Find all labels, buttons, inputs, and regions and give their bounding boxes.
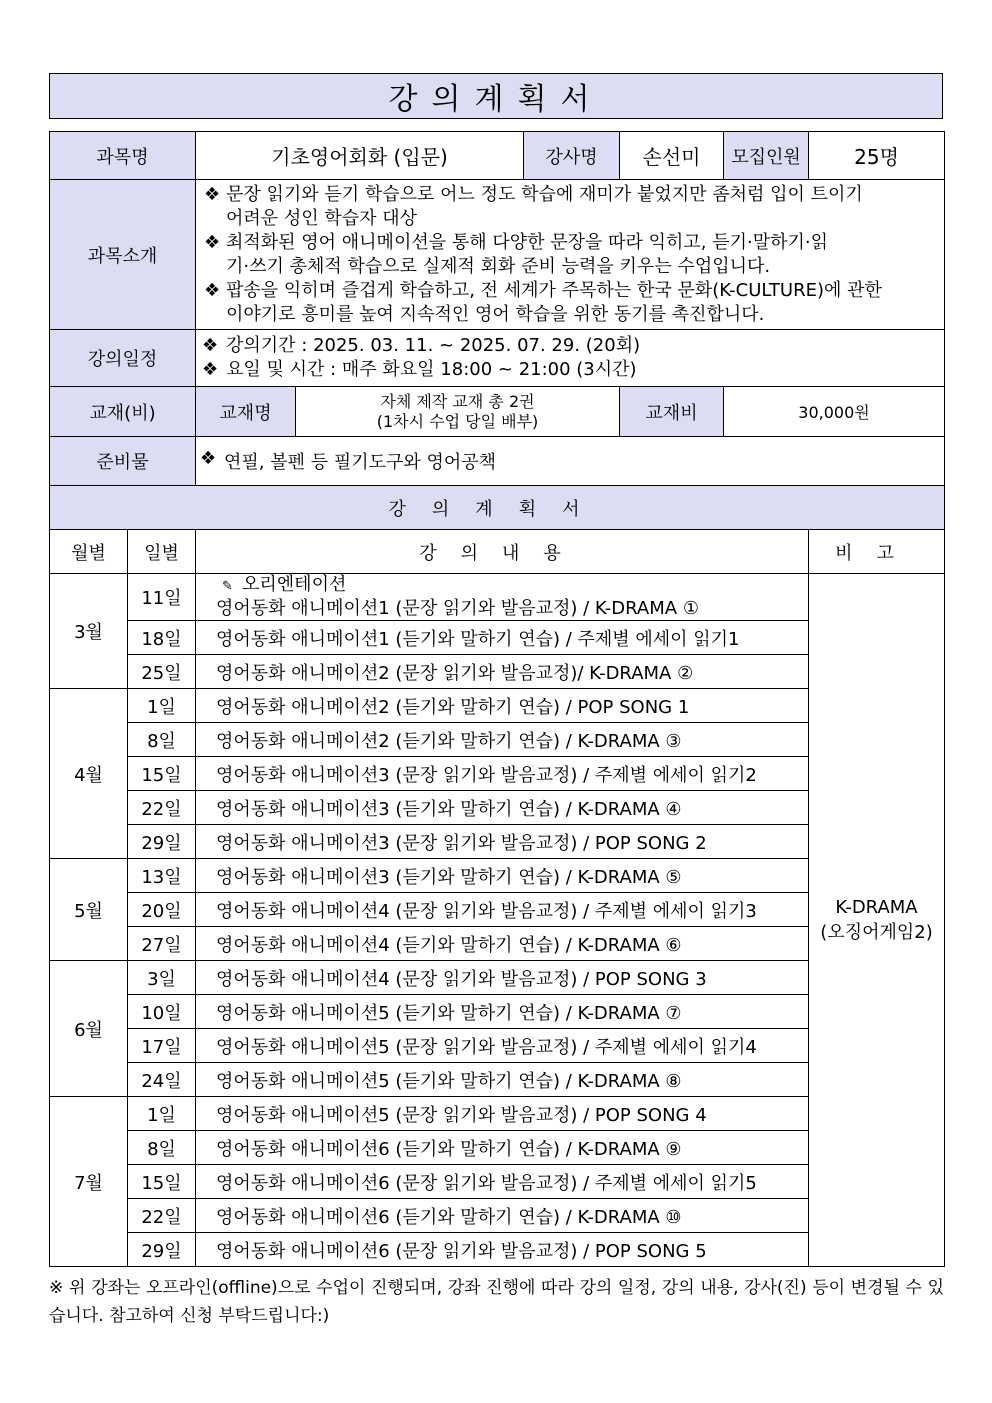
intro-label: 과목소개 bbox=[50, 180, 196, 330]
textbook-name-line: 자체 제작 교재 총 2권 bbox=[380, 391, 535, 411]
day-cell: 18일 bbox=[128, 621, 196, 655]
schedule-period: 강의기간 : 2025. 03. 11. ~ 2025. 07. 29. (20회) bbox=[226, 335, 641, 356]
day-cell: 8일 bbox=[128, 723, 196, 757]
content-cell: 영어동화 애니메이션2 (듣기와 말하기 연습) / K-DRAMA ③ bbox=[196, 723, 809, 757]
content-cell: 영어동화 애니메이션5 (문장 읽기와 발음교정) / 주제별 에세이 읽기4 bbox=[196, 1029, 809, 1063]
document-title: 강의계획서 bbox=[49, 73, 943, 119]
content-cell: 영어동화 애니메이션6 (듣기와 말하기 연습) / K-DRAMA ⑨ bbox=[196, 1131, 809, 1165]
course-name-label: 과목명 bbox=[50, 132, 196, 180]
diamond-bullet-icon: ❖ bbox=[202, 359, 219, 380]
content-cell: 영어동화 애니메이션3 (문장 읽기와 발음교정) / 주제별 에세이 읽기2 bbox=[196, 757, 809, 791]
diamond-bullet-icon: ❖ bbox=[204, 231, 221, 253]
month-cell: 7월 bbox=[50, 1097, 128, 1267]
prep-label: 준비물 bbox=[50, 437, 196, 486]
lecture-plan-table bbox=[49, 131, 945, 1267]
intro-text: 어려운 성인 학습자 대상 bbox=[226, 207, 418, 229]
content-cell: 영어동화 애니메이션5 (듣기와 말하기 연습) / K-DRAMA ⑦ bbox=[196, 995, 809, 1029]
intro-item bbox=[204, 231, 930, 279]
content-cell: 영어동화 애니메이션3 (문장 읽기와 발음교정) / POP SONG 2 bbox=[196, 825, 809, 859]
day-cell: 13일 bbox=[128, 859, 196, 893]
content-cell bbox=[196, 574, 809, 621]
intro-item bbox=[204, 279, 930, 327]
textbook-fee-label: 교재비 bbox=[620, 387, 724, 437]
day-cell: 15일 bbox=[128, 757, 196, 791]
day-cell: 20일 bbox=[128, 893, 196, 927]
month-cell: 6월 bbox=[50, 961, 128, 1097]
intro-text: 이야기로 흥미를 높여 지속적인 영어 학습을 위한 동기를 촉진합니다. bbox=[226, 303, 765, 325]
textbook-name bbox=[296, 387, 620, 437]
capacity-value: 25명 bbox=[809, 132, 945, 180]
note-line: K-DRAMA bbox=[835, 897, 918, 918]
content-cell: 영어동화 애니메이션2 (문장 읽기와 발음교정)/ K-DRAMA ② bbox=[196, 655, 809, 689]
day-cell: 25일 bbox=[128, 655, 196, 689]
day-cell: 27일 bbox=[128, 927, 196, 961]
note-cell bbox=[809, 574, 945, 1267]
diamond-bullet-icon: ❖ bbox=[204, 183, 221, 205]
capacity-label: 모집인원 bbox=[724, 132, 809, 180]
day-cell: 1일 bbox=[128, 1097, 196, 1131]
textbook-label: 교재(비) bbox=[50, 387, 196, 437]
plan-heading: 강의계획서 bbox=[50, 486, 945, 530]
content-cell: 영어동화 애니메이션3 (듣기와 말하기 연습) / K-DRAMA ⑤ bbox=[196, 859, 809, 893]
schedule-label: 강의일정 bbox=[50, 330, 196, 387]
schedule-info bbox=[196, 330, 945, 387]
intro-text: 기·쓰기 총체적 학습으로 실제적 회화 준비 능력을 키우는 수업입니다. bbox=[226, 255, 771, 277]
month-cell: 4월 bbox=[50, 689, 128, 859]
intro-item bbox=[204, 183, 930, 231]
content-cell: 영어동화 애니메이션4 (듣기와 말하기 연습) / K-DRAMA ⑥ bbox=[196, 927, 809, 961]
day-cell: 24일 bbox=[128, 1063, 196, 1097]
content-cell: 영어동화 애니메이션5 (문장 읽기와 발음교정) / POP SONG 4 bbox=[196, 1097, 809, 1131]
diamond-bullet-icon: ❖ bbox=[204, 279, 221, 301]
content-cell: 영어동화 애니메이션2 (듣기와 말하기 연습) / POP SONG 1 bbox=[196, 689, 809, 723]
content-cell: 영어동화 애니메이션4 (문장 읽기와 발음교정) / 주제별 에세이 읽기3 bbox=[196, 893, 809, 927]
table-row bbox=[50, 574, 945, 621]
day-cell: 11일 bbox=[128, 574, 196, 621]
instructor-label: 강사명 bbox=[524, 132, 620, 180]
content-cell: 영어동화 애니메이션6 (문장 읽기와 발음교정) / 주제별 에세이 읽기5 bbox=[196, 1165, 809, 1199]
course-name: 기초영어회화 (입문) bbox=[196, 132, 524, 180]
session-content: 영어동화 애니메이션1 (문장 읽기와 발음교정) / K-DRAMA ① bbox=[216, 598, 699, 619]
prep-info bbox=[196, 437, 945, 486]
col-month-header: 월별 bbox=[50, 530, 128, 574]
textbook-fee: 30,000원 bbox=[724, 387, 945, 437]
content-cell: 영어동화 애니메이션6 (문장 읽기와 발음교정) / POP SONG 5 bbox=[196, 1233, 809, 1267]
day-cell: 10일 bbox=[128, 995, 196, 1029]
month-cell: 3월 bbox=[50, 574, 128, 689]
note-line: (오징어게임2) bbox=[820, 922, 933, 943]
day-cell: 22일 bbox=[128, 791, 196, 825]
day-cell: 17일 bbox=[128, 1029, 196, 1063]
textbook-name-line: (1차시 수업 당일 배부) bbox=[376, 411, 539, 431]
orientation-label: 오리엔테이션 bbox=[242, 574, 347, 595]
col-note-header: 비고 bbox=[809, 530, 945, 574]
col-day-header: 일별 bbox=[128, 530, 196, 574]
day-cell: 3일 bbox=[128, 961, 196, 995]
intro-text: 최적화된 영어 애니메이션을 통해 다양한 문장을 따라 익히고, 듣기·말하기·읽 bbox=[226, 231, 828, 253]
col-content-header: 강의내용 bbox=[196, 530, 809, 574]
intro-text: 팝송을 익히며 즐겁게 학습하고, 전 세계가 주목하는 한국 문화(K-CULTURE)에 관한 bbox=[226, 279, 882, 301]
content-cell: 영어동화 애니메이션6 (듣기와 말하기 연습) / K-DRAMA ⑩ bbox=[196, 1199, 809, 1233]
content-cell: 영어동화 애니메이션4 (문장 읽기와 발음교정) / POP SONG 3 bbox=[196, 961, 809, 995]
day-cell: 29일 bbox=[128, 1233, 196, 1267]
day-cell: 22일 bbox=[128, 1199, 196, 1233]
day-cell: 1일 bbox=[128, 689, 196, 723]
content-cell: 영어동화 애니메이션5 (듣기와 말하기 연습) / K-DRAMA ⑧ bbox=[196, 1063, 809, 1097]
pencil-icon: ✎ bbox=[222, 579, 233, 594]
diamond-bullet-icon: ❖ bbox=[200, 448, 217, 469]
schedule-time: 요일 및 시간 : 매주 화요일 18:00 ~ 21:00 (3시간) bbox=[226, 359, 637, 380]
intro-text: 문장 읽기와 듣기 학습으로 어느 정도 학습에 재미가 붙었지만 좀처럼 입이 트이기 bbox=[226, 183, 863, 205]
prep-text: 연필, 볼펜 등 필기도구와 영어공책 bbox=[224, 452, 497, 473]
footer-notice: ※ 위 강좌는 오프라인(offline)으로 수업이 진행되며, 강좌 진행에 따라 강의 일정, 강의 내용, 강사(진) 등이 변경될 수 있습니다. 참고하여 신청 부탁드립니다:) bbox=[49, 1278, 944, 1326]
content-cell: 영어동화 애니메이션3 (듣기와 말하기 연습) / K-DRAMA ④ bbox=[196, 791, 809, 825]
diamond-bullet-icon: ❖ bbox=[202, 335, 219, 356]
day-cell: 15일 bbox=[128, 1165, 196, 1199]
course-intro bbox=[196, 180, 945, 330]
textbook-name-label: 교재명 bbox=[196, 387, 296, 437]
day-cell: 8일 bbox=[128, 1131, 196, 1165]
instructor-name: 손선미 bbox=[620, 132, 724, 180]
content-cell: 영어동화 애니메이션1 (듣기와 말하기 연습) / 주제별 에세이 읽기1 bbox=[196, 621, 809, 655]
month-cell: 5월 bbox=[50, 859, 128, 961]
day-cell: 29일 bbox=[128, 825, 196, 859]
